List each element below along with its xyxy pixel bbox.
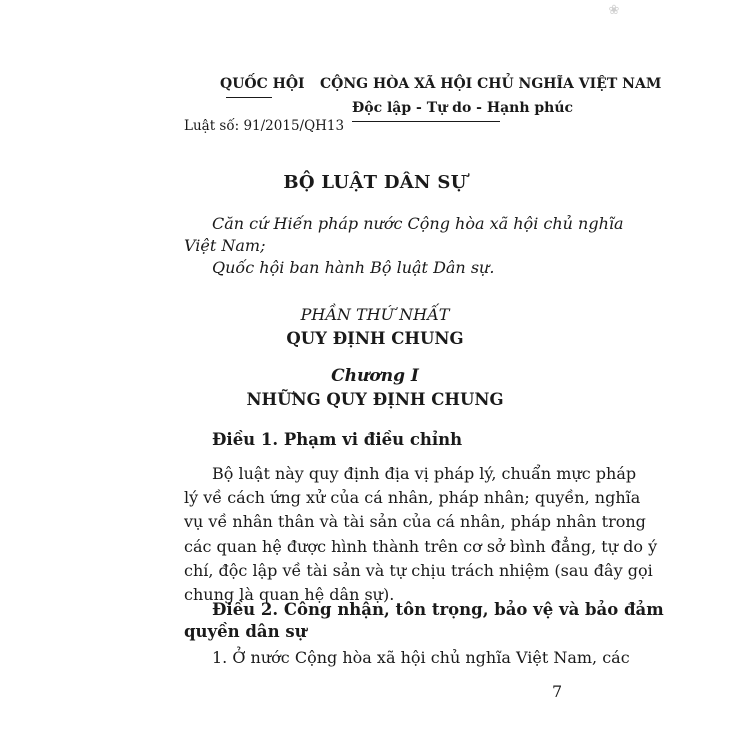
article-2-heading-line-1: Điều 2. Công nhận, tôn trọng, bảo vệ và bảo đảm — [212, 600, 664, 619]
motto-underline — [352, 121, 500, 122]
article-2-line-1: 1. Ở nước Cộng hòa xã hội chủ nghĩa Việt Nam, các — [212, 648, 630, 667]
preamble-line-1: Căn cứ Hiến pháp nước Cộng hòa xã hội chủ nghĩa — [212, 214, 624, 233]
chapter-label: Chương I — [331, 366, 419, 386]
issuer-name: QUỐC HỘI — [220, 76, 305, 92]
flower-watermark-icon: ❀ — [608, 3, 620, 18]
chapter-name: NHỮNG QUY ĐỊNH CHUNG — [246, 390, 504, 409]
article-2-heading-line-2: quyền dân sự — [184, 622, 307, 641]
article-1-line: các quan hệ được hình thành trên cơ sở bình đẳng, tự do ý — [184, 537, 658, 556]
article-1-line: chí, độc lập về tài sản và tự chịu trách nhiệm (sau đây gọi — [184, 561, 653, 580]
part-label: PHẦN THỨ NHẤT — [300, 305, 450, 324]
law-title: BỘ LUẬT DÂN SỰ — [283, 172, 467, 193]
preamble-line-2: Việt Nam; — [184, 236, 266, 255]
country-name: CỘNG HÒA XÃ HỘI CHỦ NGHĨA VIỆT NAM — [320, 76, 662, 92]
law-number: Luật số: 91/2015/QH13 — [184, 118, 345, 134]
article-1-line: chung là quan hệ dân sự). — [184, 585, 395, 604]
article-1-heading: Điều 1. Phạm vi điều chỉnh — [212, 430, 463, 449]
article-1-line: Bộ luật này quy định địa vị pháp lý, chuẩn mực pháp — [212, 464, 637, 483]
page-number: 7 — [552, 682, 563, 701]
article-1-line: vụ về nhân thân và tài sản của cá nhân, pháp nhân trong — [184, 512, 646, 531]
issuer-underline — [226, 97, 272, 98]
article-1-line: lý về cách ứng xử của cá nhân, pháp nhân; quyền, nghĩa — [184, 488, 641, 507]
preamble-line-3: Quốc hội ban hành Bộ luật Dân sự. — [212, 258, 495, 277]
national-motto: Độc lập - Tự do - Hạnh phúc — [352, 100, 574, 116]
part-name: QUY ĐỊNH CHUNG — [286, 329, 464, 348]
